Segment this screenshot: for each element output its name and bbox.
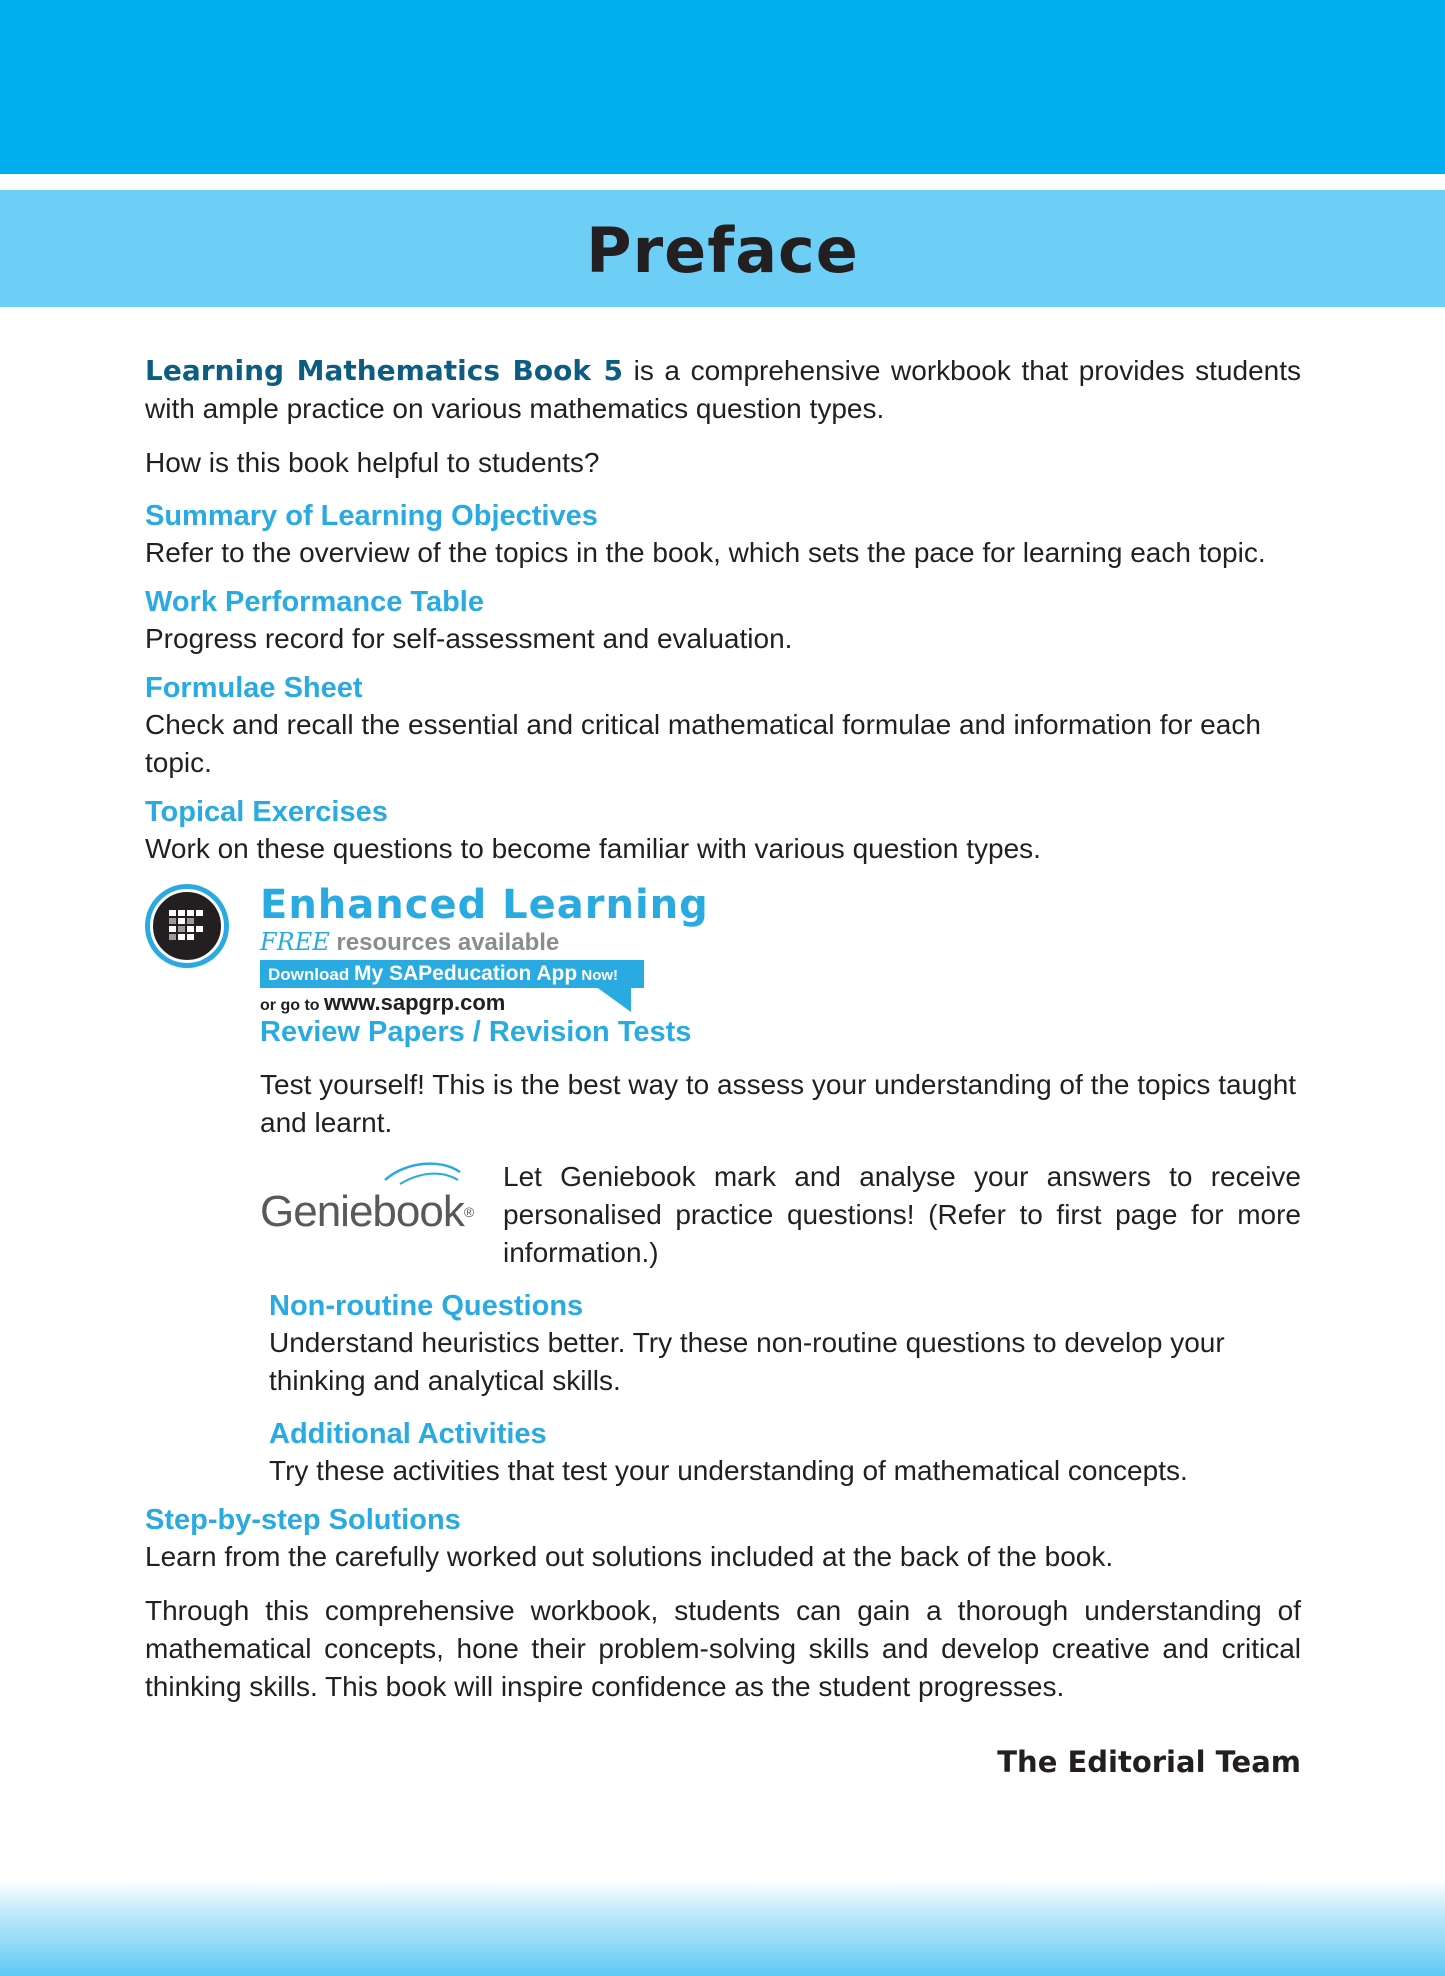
non-routine-heading: Non-routine Questions [269,1290,584,1322]
top-banner [0,0,1445,174]
review-text: Test yourself! This is the best way to assess your understanding of the topics taught and learnt. [260,1069,1297,1138]
work-performance-heading: Work Performance Table [145,586,484,618]
signature: The Editorial Team [997,1745,1301,1779]
preface-content [145,352,1301,1780]
formulae-text: Check and recall the essential and critical mathematical formulae and information for each topic. [145,709,1261,778]
closing-paragraph: Through this comprehensive workbook, students can gain a thorough understanding of mathematical concepts, hone their problem-solving skills and develop creative and critical thinking skills. This book will inspire confidence as the student progresses. [145,1595,1301,1702]
solutions-text: Learn from the carefully worked out solutions included at the back of the book. [145,1541,1114,1572]
additional-heading: Additional Activities [269,1418,547,1450]
geniebook-logo: Geniebook® [260,1158,503,1248]
book-title: Learning Mathematics Book 5 [145,354,624,387]
review-heading: Review Papers / Revision Tests [260,1016,692,1048]
enhanced-learning-logo-icon [145,884,229,968]
solutions-heading: Step-by-step Solutions [145,1504,461,1536]
intro-text: is a comprehensive workbook that provides students with ample practice on various mathematics question types. [145,355,1302,424]
page-title: Preface [586,214,859,287]
topical-text: Work on these questions to become familiar with various question types. [145,833,1041,864]
geniebook-swoosh-icon [380,1158,470,1188]
formulae-heading: Formulae Sheet [145,672,363,704]
additional-text: Try these activities that test your understanding of mathematical concepts. [269,1455,1188,1486]
free-resources-text: FREE resources available [260,928,560,956]
bottom-gradient-band [0,1880,1445,1976]
work-performance-text: Progress record for self-assessment and evaluation. [145,623,793,654]
enhanced-learning-banner [145,882,1301,1014]
summary-text: Refer to the overview of the topics in the book, which sets the pace for learning each topic. [145,537,1266,568]
topical-heading: Topical Exercises [145,796,388,828]
geniebook-row [260,1158,1301,1272]
website-link[interactable]: or go to www.sapgrp.com [260,990,506,1015]
download-app-banner[interactable]: Download My SAPeducation App Now! [260,960,644,988]
enhanced-learning-title: Enhanced Learning [260,882,709,928]
geniebook-text: Let Geniebook mark and analyse your answers to receive personalised practice questions! (Refer to first page for more information.) [503,1161,1301,1268]
question-text: How is this book helpful to students? [145,447,600,478]
non-routine-text: Understand heuristics better. Try these non-routine questions to develop your thinking and analytical skills. [269,1327,1225,1396]
download-callout-tail [595,986,631,1012]
intro-paragraph [145,352,1301,428]
summary-heading: Summary of Learning Objectives [145,500,598,532]
